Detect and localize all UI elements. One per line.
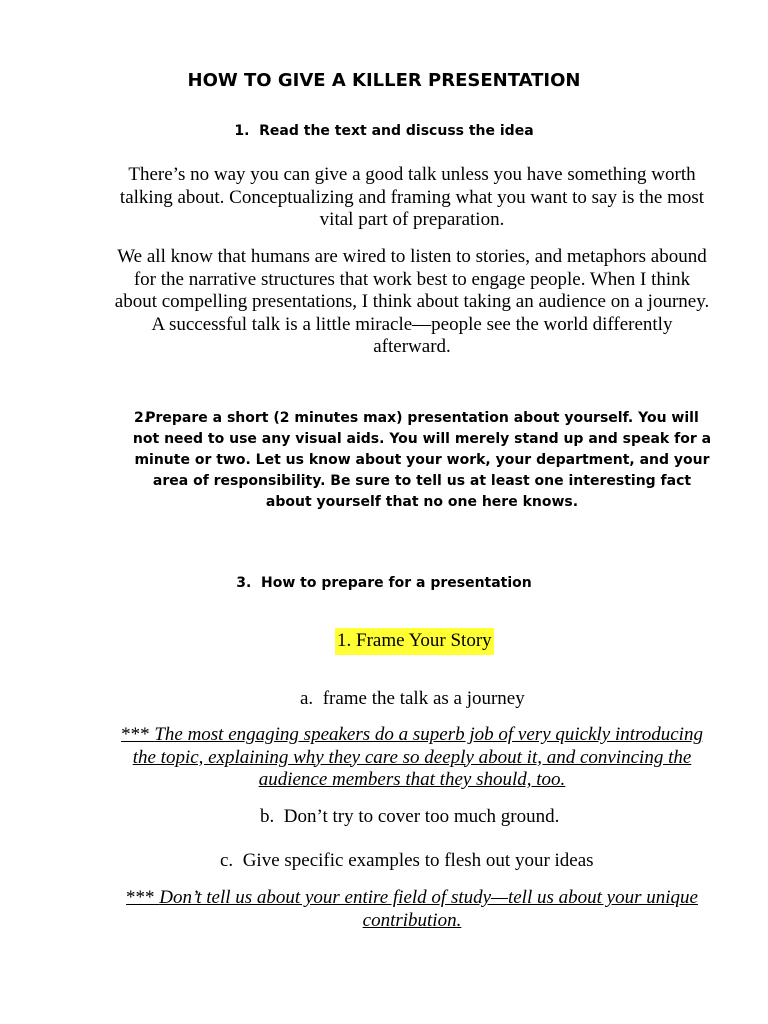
section-3-heading-text: How to prepare for a presentation [261, 575, 532, 591]
section-3-number: 3. [236, 575, 252, 591]
section-1-heading-text: Read the text and discuss the idea [259, 123, 534, 139]
item-b-text: Don’t try to cover too much ground. [283, 806, 560, 827]
document-title: HOW TO GIVE A KILLER PRESENTATION [187, 70, 581, 91]
note-2-stars: *** [126, 887, 155, 908]
section-1-heading [0, 123, 768, 139]
item-c-text: Give specific examples to flesh out your ideas [242, 850, 594, 871]
frame-number: 1. [337, 630, 352, 651]
item-b-marker: b. [260, 806, 275, 827]
section-2-number: 2. [134, 410, 150, 426]
section-2-block [130, 408, 714, 513]
section-1-paragraph-2: We all know that humans are wired to listen to stories, and metaphors abound for the narrative structures that work best to engage people. When I think about compelling presentations, I think about taking an audience on a journey. A successful talk is a little miracle—people see the world differently afterward. [114, 246, 710, 357]
section-3-heading [0, 575, 768, 591]
section-1-paragraph-1: There’s no way you can give a good talk unless you have something worth talking about. Conceptualizing and framing what you want to say is the most vital part of preparation. [119, 164, 705, 230]
frame-label: Frame Your Story [356, 630, 492, 651]
section-1-number: 1. [234, 123, 250, 139]
note-2 [112, 887, 712, 932]
note-1-text: The most engaging speakers do a superb job of very quickly introducing the topic, explaining why they care so deeply about it, and convincing the audience members that they should, too. [132, 724, 703, 790]
item-a [300, 688, 525, 710]
frame-your-story-heading [335, 628, 494, 655]
note-2-text: Don’t tell us about your entire field of study—tell us about your unique contribution. [159, 887, 698, 931]
note-1-stars: *** [121, 724, 150, 745]
item-b [260, 806, 559, 828]
item-c-marker: c. [220, 850, 234, 871]
item-a-text: frame the talk as a journey [322, 688, 525, 709]
item-a-marker: a. [300, 688, 314, 709]
note-1 [112, 724, 712, 792]
item-c [220, 850, 594, 872]
section-2-text: Prepare a short (2 minutes max) presentation about yourself. You will not need to use any visual aids. You will merely stand up and speak for a minute or two. Let us know about your work, your department, and your area of responsibility. Be sure to tell us at least one interesting fact about yourself that no one here knows. [132, 410, 712, 510]
